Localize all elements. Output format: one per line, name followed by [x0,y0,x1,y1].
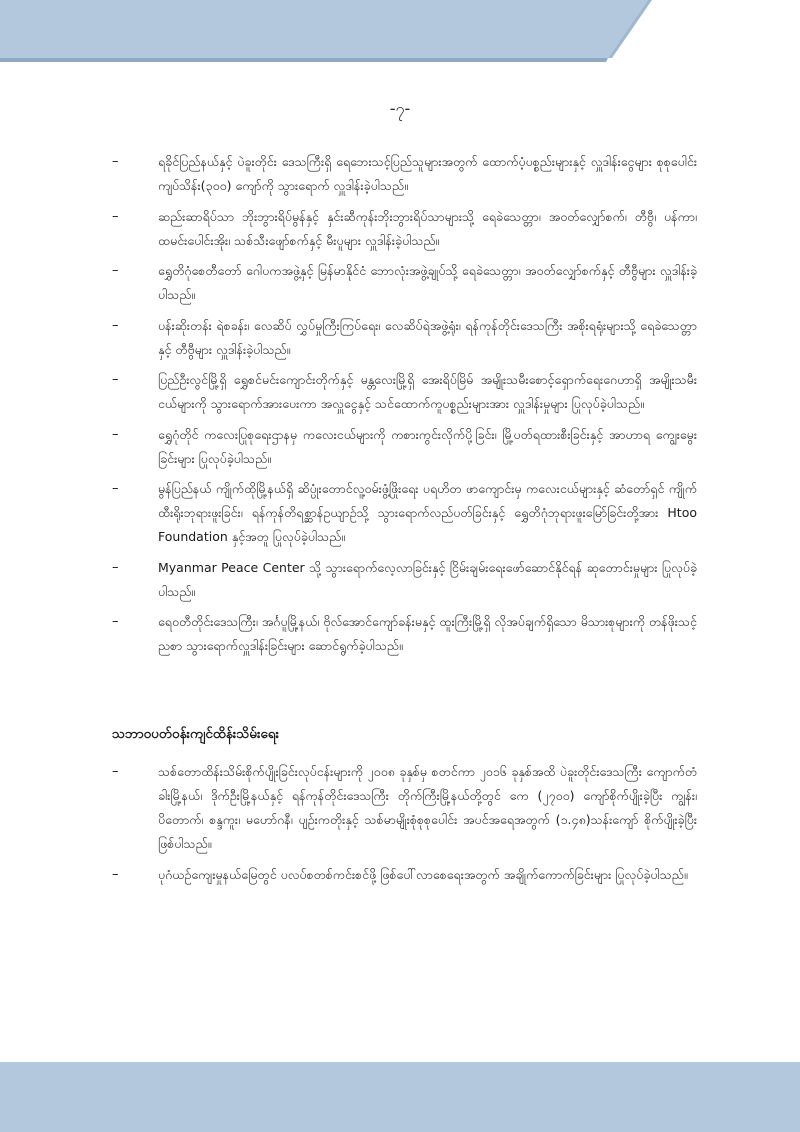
bullet-list-environment [112,760,697,893]
bullet-dash: – [112,614,119,629]
list-item [112,259,697,307]
list-item-text: ပုဂံယဉ်ကျေးမှုနယ်မြေတွင် ပလပ်စတစ်ကင်းစင်ဖို့ ဖြစ်ပေါ်လာစေရေးအတွက် အချိုက်ကောက်ခြင်းများ ပြုလုပ်ခဲ့ပါသည်။ [158,866,688,882]
bullet-dash: – [112,426,119,442]
list-item-text: ရွှေဂုံတိုင် ကလေးပြုစုရေးဌာနမှ ကလေးငယ်များကို ကစားကွင်းလိုက်ပို့ခြင်း၊ မြို့ပတ်ရထားစီးခြင်းနှင့် အာဟာရ ကျွေးမွေးခြင်းများ ပြုလုပ်ခဲ့ပါသည်။ [158,426,697,466]
bullet-dash: – [112,263,119,278]
header-band-shadow [0,58,608,62]
list-item [112,314,697,362]
list-item [112,477,697,549]
bullet-dash: – [112,208,119,224]
section-heading: သဘာဝပတ်ဝန်းကျင်ထိန်းသိမ်းရေး [112,726,280,742]
list-item [112,863,697,887]
bullet-dash: – [112,764,119,779]
list-item-text: ရေဝတီတိုင်းဒေသကြီး၊ အင်္ဂပူမြို့နယ်၊ ဗိုလ်အောင်ကျော်ခန်းမနှင့် ထူးကြီးမြို့ရှိ လိုအပ်ချက်ရှိသော မိသားစုများကို တန်ဖိုးသင့်ညစာ သွားရောက်လှူဒါန်းခြင်းများ ဆောင်ရွက်ခဲ့ပါသည်။ [158,614,697,653]
list-item-text: Myanmar Peace Center သို့ သွားရောက်လေ့လာခြင်းနှင့် ငြိမ်းချမ်းရေးဖော်ဆောင်နိုင်ရန် ဆုတောင်းမှုများ ပြုလုပ်ခဲ့ပါသည်။ [158,559,697,599]
bullet-dash: – [112,866,119,882]
list-item [112,610,697,658]
footer-band [0,1062,800,1132]
list-item [112,150,697,198]
list-item [112,368,697,416]
bullet-dash: – [112,481,119,496]
page-number: -၇- [389,99,411,118]
bullet-dash: – [112,317,119,333]
list-item-text: ပြည်ဦးလွင်မြို့ရှိ ရွှေစင်မင်းကျောင်းတိုက်နှင့် မန္တလေးမြို့ရှိ အေးရိပ်မြိမ် အမျိုးသမီးစောင့်ရှောက်ရေးဂေဟာရှိ အမျိုးသမီးငယ်များကို သွားရောက်အားပေးကာ အလှူငွေနှင့် သင်ထောက်ကူပစ္စည်းများအား လှူဒါန်းမှုများ ပြုလုပ်ခဲ့ပါသည်။ [158,372,697,411]
list-item [112,423,697,471]
list-item [112,205,697,253]
bullet-dash: – [112,559,119,575]
bullet-list-donations [112,150,697,665]
list-item-text: သစ်တောထိန်းသိမ်းစိုက်ပျိုးခြင်းလုပ်ငန်းများကို ၂၀၀၈ ခုနှစ်မှ စတင်ကာ ၂၀၁၆ ခုနှစ်အထိ ပဲခူးတိုင်းဒေသကြီး ကျောက်တံခါးမြို့နယ်၊ ဒိုက်ဦးမြို့နယ်နှင့် ရန်ကုန်တိုင်းဒေသကြီး တိုက်ကြီးမြို့နယ်တို့တွင် ကေ (၂၇၀၀) ကျော်စိုက်ပျိုးခဲ့ပြီး ကျွန်း၊ ပိတောက်၊ စန္ဒကူး၊ မဟော်ဂနီ၊ ပျဉ်းကတိုးနှင့် သစ်မာမျိုးစုံစုစုပေါင်း အပင်အရေအတွက် (၁.၄၈)သန်းကျော် စိုက်ပျိုးခဲ့ပြီးဖြစ်ပါသည်။ [158,764,697,851]
list-item [112,760,697,856]
header-band-shape [0,0,800,62]
bullet-dash: – [112,372,119,387]
header-band [0,0,800,62]
list-item [112,556,697,604]
list-item-text: ဆည်းဆာရိပ်သာ ဘိုးဘွားရိပ်မွန်နှင့် နှင်းဆီကုန်းဘိုးဘွားရိပ်သာများသို့ ရေခဲသေတ္တာ၊ အဝတ်လျှော်စက်၊ တီဗွီ၊ ပန်ကာ၊ ထမင်းပေါင်းအိုး၊ သစ်သီးဖျော်စက်နှင့် မီးပူများ လှူဒါန်းခဲ့ပါသည်။ [158,208,697,248]
list-item-text: ရွှေတိဂုံစေတီတော် ဂေါပကအဖွဲ့နှင့် မြန်မာနိုင်ငံ ဘောလုံးအဖွဲ့ချုပ်သို့ ရေခဲသေတ္တာ၊ အဝတ်လျှော်စက်နှင့် တီဗွီများ လှူဒါန်းခဲ့ပါသည်။ [158,263,697,302]
header-band-main [0,0,648,58]
list-item-text: ပန်းဆိုးတန်း ရဲစခန်း၊ လေဆိပ် လွှပ်မှုကြီးကြပ်ရေး၊ လေဆိပ်ရဲအဖွဲ့ရုံး၊ ရန်ကုန်တိုင်းဒေသကြီး အစိုးရရုံးများသို့ ရေခဲသေတ္တာနှင့် တီဗွီများ လှူဒါန်းခဲ့ပါသည်။ [158,317,697,357]
bullet-dash: – [112,154,119,169]
list-item-text: မွန်ပြည်နယ် ကျိုက်ထိုမြို့နယ်ရှိ ဆိပ္ပုံးတောင်လူ့ဝမ်းဖွံ့ဖြိုးရေး ပရဟိတ ဖာကျောင်းမှ ကလေးငယ်များနှင့် ဆံတော်ရှင် ကျိုက်ထီးရိုးဘုရားဖူးခြင်း၊ ရန်ကုန်တိရစ္ဆာန်ဥယျာဉ်သို့ သွားရောက်လည်ပတ်ခြင်းနှင့် ရွှေတိဂုံဘုရားဖူးမြော်ခြင်းတို့အား Htoo Foundation နှင့်အတူ ပြုလုပ်ခဲ့ပါသည်။ [158,481,697,544]
list-item-text: ရခိုင်ပြည်နယ်နှင့် ပဲခူးတိုင်း ဒေသကြီးရှိ ရေဘေးသင့်ပြည်သူများအတွက် ထောက်ပံ့ပစ္စည်းများနှင့် လှူဒါန်းငွေများ စုစုပေါင်း ကျပ်သိန်း(၃၀၀) ကျော်ကို သွားရောက် လှူဒါန်းခဲ့ပါသည်။ [158,154,697,193]
